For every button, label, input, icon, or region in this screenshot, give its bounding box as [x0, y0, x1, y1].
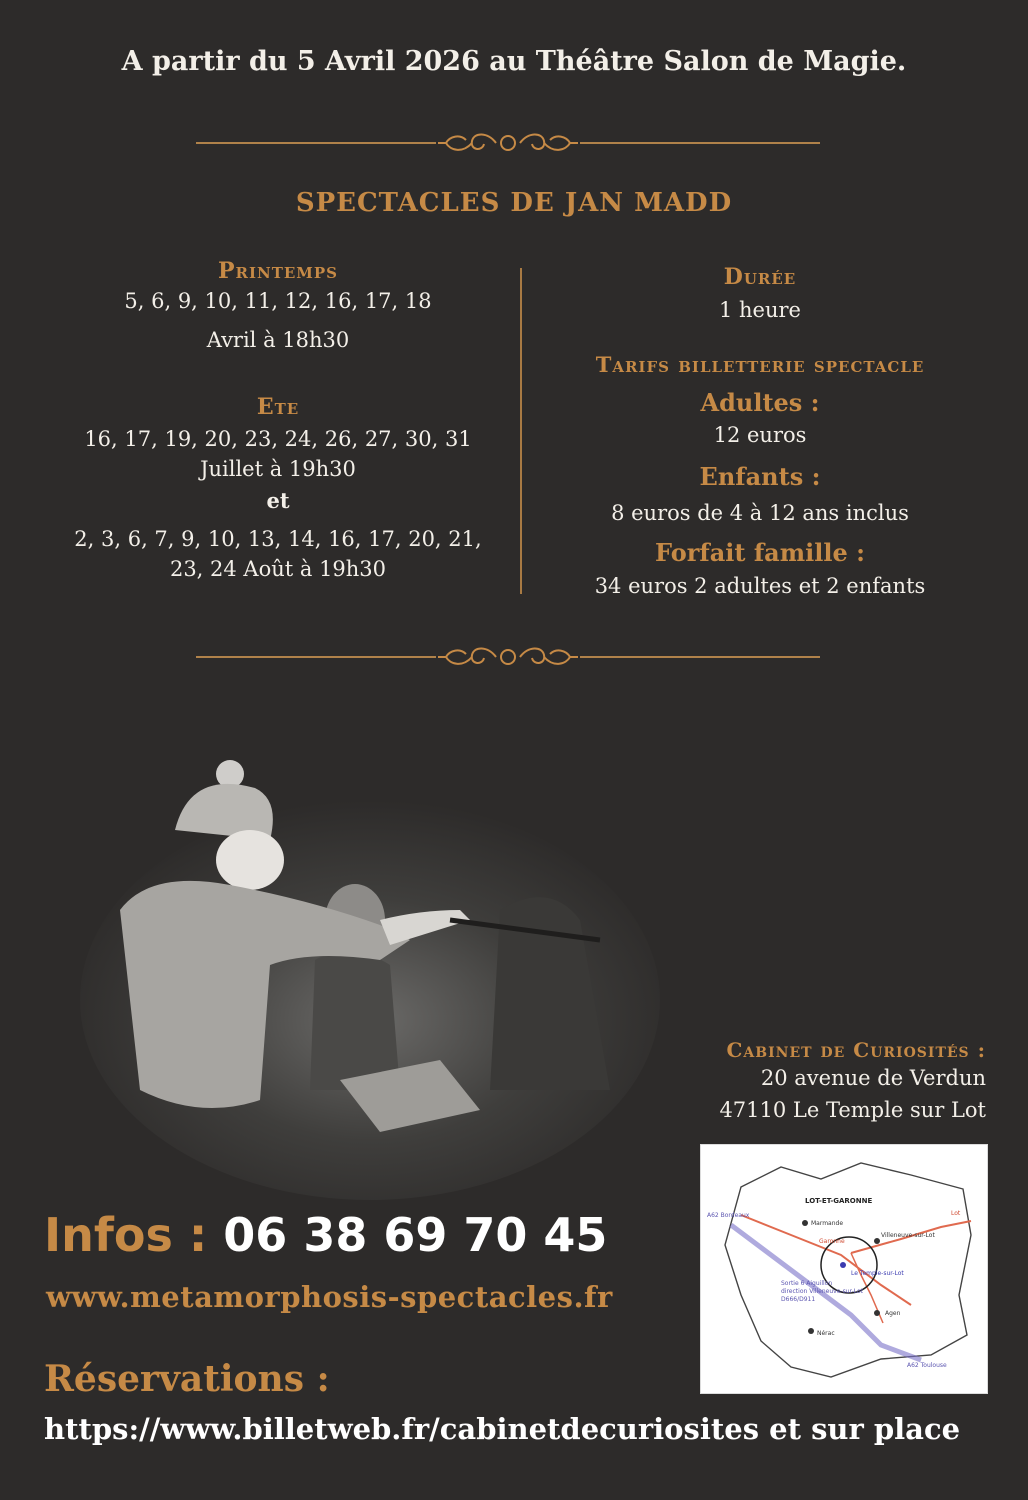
column-divider: [520, 268, 522, 594]
map-label-temple: Le Temple-sur-Lot: [851, 1270, 904, 1277]
top-ornament-divider: [196, 128, 820, 158]
infos-line: [44, 1208, 607, 1262]
spring-dates: 5, 6, 9, 10, 11, 12, 16, 17, 18: [124, 289, 432, 313]
tariffs-heading: Tarifs billetterie spectacle: [595, 352, 925, 377]
map-label-garonne: Garonne: [819, 1238, 845, 1245]
map-label-agen: Agen: [885, 1310, 901, 1317]
location-map: [700, 1144, 988, 1394]
map-label-exit-line3: D666/D911: [781, 1296, 816, 1303]
phone-number[interactable]: 06 38 69 70 45: [223, 1208, 608, 1262]
map-label-bordeaux: A62 Bordeaux: [707, 1212, 750, 1219]
map-label-villeneuve: Villeneuve-sur-Lot: [881, 1232, 935, 1239]
summer-heading: Ete: [256, 394, 300, 420]
venue-label: Cabinet de Curiosités :: [726, 1038, 986, 1062]
map-label-exit-line2: direction Villeneuve-sur-Lot: [781, 1288, 864, 1295]
adults-label: Adultes :: [700, 388, 820, 417]
map-label-exit-line1: Sortie 6 Aiguillon: [781, 1280, 833, 1287]
headline: A partir du 5 Avril 2026 au Théâtre Salon de Magie.: [121, 46, 907, 77]
spring-month-time: Avril à 18h30: [206, 328, 350, 352]
map-label-toulouse: A62 Toulouse: [907, 1362, 947, 1369]
adults-price: 12 euros: [713, 423, 807, 447]
map-label-nerac: Nérac: [817, 1330, 835, 1337]
children-label: Enfants :: [699, 462, 821, 491]
family-price: 34 euros 2 adultes et 2 enfants: [594, 574, 926, 598]
website-link[interactable]: www.metamorphosis-spectacles.fr: [46, 1280, 613, 1314]
venue-address-line2: 47110 Le Temple sur Lot: [719, 1098, 986, 1122]
performer-photo: [80, 760, 660, 1200]
august-dates-line2: 23, 24 Août à 19h30: [169, 557, 387, 581]
map-label-marmande: Marmande: [811, 1220, 844, 1227]
duration-heading: Durée: [723, 264, 797, 290]
map-region-label: LOT-ET-GARONNE: [805, 1197, 873, 1205]
summer-connector: et: [266, 488, 290, 513]
infos-label: Infos :: [44, 1208, 208, 1262]
show-title: SPECTACLES DE JAN MADD: [295, 188, 733, 218]
duration-value: 1 heure: [719, 298, 801, 322]
spring-heading: Printemps: [217, 258, 339, 284]
bottom-ornament-divider: [196, 642, 820, 672]
august-dates-line1: 2, 3, 6, 7, 9, 10, 13, 14, 16, 17, 20, 21,: [74, 527, 482, 551]
booking-url[interactable]: https://www.billetweb.fr/cabinetdecuriosites et sur place: [44, 1412, 961, 1446]
map-label-lot: Lot: [951, 1210, 961, 1217]
children-price: 8 euros de 4 à 12 ans inclus: [611, 501, 909, 525]
july-dates: 16, 17, 19, 20, 23, 24, 26, 27, 30, 31: [84, 427, 472, 451]
family-label: Forfait famille :: [655, 538, 865, 567]
venue-address-line1: 20 avenue de Verdun: [760, 1066, 986, 1090]
july-time: Juillet à 19h30: [200, 457, 356, 481]
reservations-label: Réservations :: [44, 1358, 330, 1400]
